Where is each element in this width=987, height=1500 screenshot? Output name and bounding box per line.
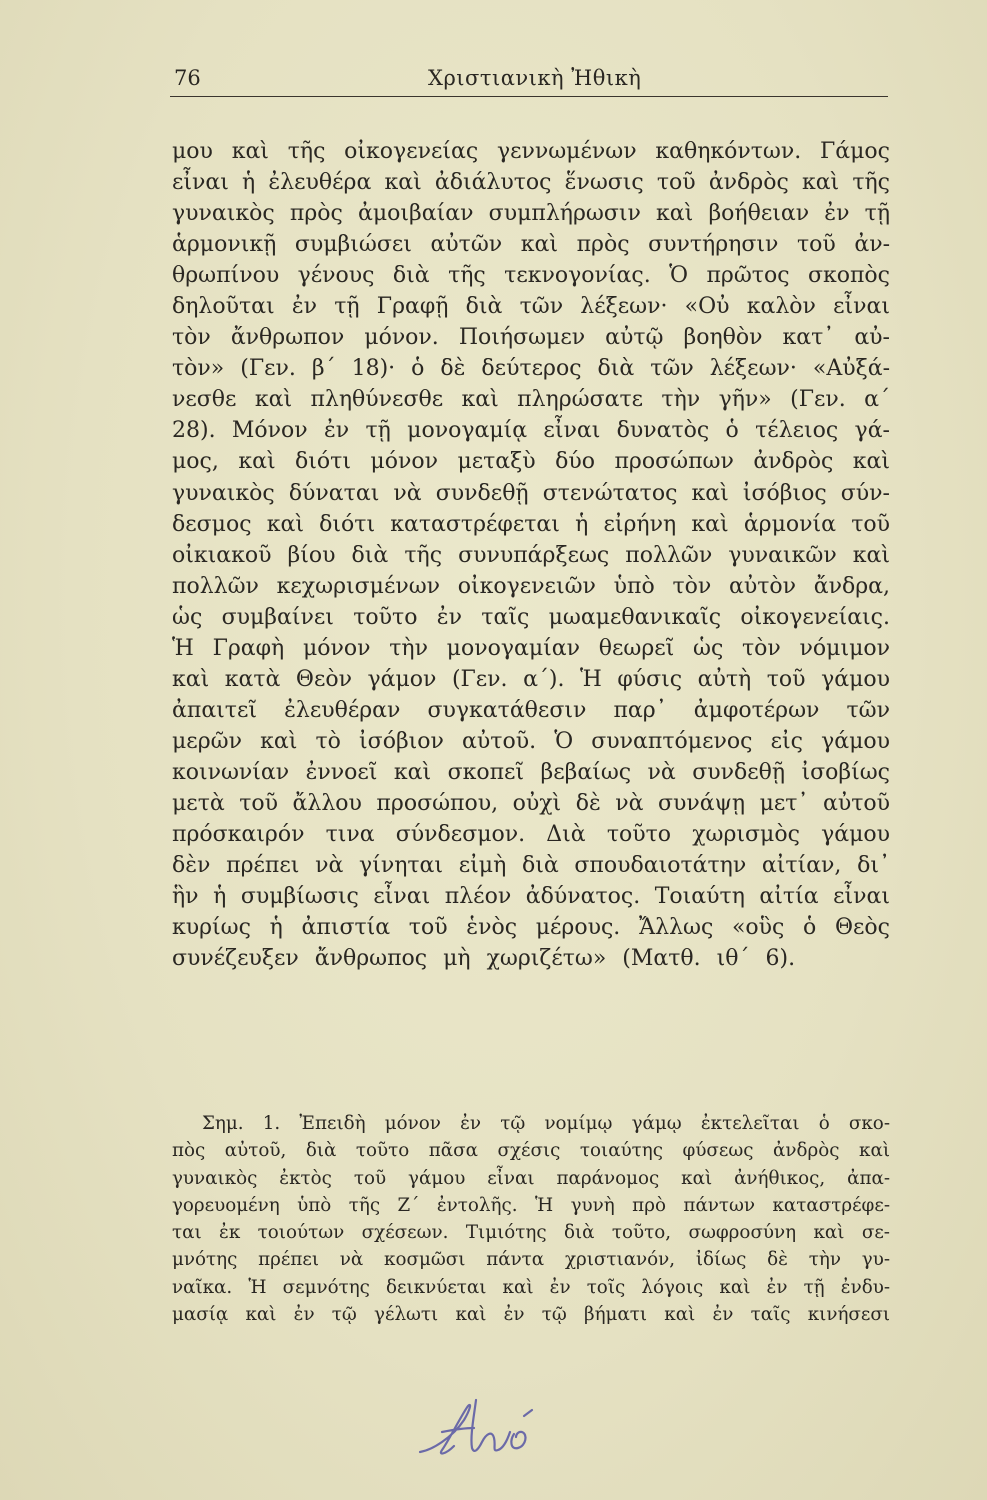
body-line: μος, καὶ διότι μόνον μεταξὺ δύο προσώπων ἀνδρὸς καὶ (172, 449, 890, 475)
body-line: πρόσκαιρόν τινα σύνδεσμον. Διὰ τοῦτο χωρισμὸς γάμου (172, 822, 890, 848)
body-line-last (172, 943, 890, 974)
footnote-line: πὸς αὐτοῦ, διὰ τοῦτο πᾶσα σχέσις τοιαύτης φύσεως ἀνδρὸς καὶ (172, 1140, 890, 1162)
footnote (172, 1110, 890, 1328)
body-line: γυναικὸς δύναται νὰ συνδεθῇ στενώτατος καὶ ἰσόβιος σύν- (172, 480, 890, 506)
body-line: οἰκιακοῦ βίου διὰ τῆς συνυπάρξεως πολλῶν γυναικῶν καὶ (172, 542, 890, 568)
body-line: θρωπίνου γένους διὰ τῆς τεκνογονίας. Ὁ πρῶτος σκοπὸς (172, 263, 890, 289)
body-line: μου καὶ τῆς οἰκογενείας γεννωμένων καθηκόντων. Γάμος (172, 139, 890, 164)
footnote-line: Σημ. 1. Ἐπειδὴ μόνον ἐν τῷ νομίμῳ γάμῳ ἐκτελεῖται ὁ σκο- (202, 1113, 890, 1134)
body-line: Ἡ Γραφὴ μόνον τὴν μονογαμίαν θεωρεῖ ὡς τὸν νόμιμον (172, 635, 890, 661)
footnote-line: μνότης πρέπει νὰ κοσμῶσι πάντα χριστιανόν, ἰδίως δὲ τὴν γυ- (172, 1249, 890, 1271)
footnote-line: ται ἐκ τοιούτων σχέσεων. Τιμιότης διὰ τοῦτο, σωφροσύνη καὶ σε- (172, 1222, 890, 1244)
footnote-line: γυναικὸς ἐκτὸς τοῦ γάμου εἶναι παράνομος καὶ ἀνήθικος, ἀπα- (172, 1167, 890, 1189)
body-line: κυρίως ἡ ἀπιστία τοῦ ἑνὸς μέρους. Ἄλλως «οὓς ὁ Θεὸς (172, 915, 890, 941)
body-line: δὲν πρέπει νὰ γίνηται εἰμὴ διὰ σπουδαιοτάτην αἰτίαν, δι᾽ (172, 853, 890, 879)
handwritten-signature (412, 1380, 552, 1470)
body-line: μετὰ τοῦ ἄλλου προσώπου, οὐχὶ δὲ νὰ συνάψῃ μετ᾽ αὐτοῦ (172, 790, 890, 816)
footnote-line: μασίᾳ καὶ ἐν τῷ γέλωτι καὶ ἐν τῷ βήματι καὶ ἐν ταῖς κινήσεσι (172, 1304, 890, 1326)
body-line: ὡς συμβαίνει τοῦτο ἐν ταῖς μωαμεθανικαῖς οἰκογενείαις. (172, 604, 890, 630)
body-line: εἶναι ἡ ἐλευθέρα καὶ ἀδιάλυτος ἕνωσις τοῦ ἀνδρὸς καὶ τῆς (172, 170, 890, 196)
body-line: 28). Μόνον ἐν τῇ μονογαμίᾳ εἶναι δυνατὸς ὁ τέλειος γά- (172, 418, 890, 444)
body-line: ἁρμονικῇ συμβιώσει αὐτῶν καὶ πρὸς συντήρησιν τοῦ ἀν- (172, 232, 890, 258)
body-line: ἀπαιτεῖ ἐλευθέραν συγκατάθεσιν παρ᾽ ἀμφοτέρων τῶν (172, 697, 890, 723)
body-line: νεσθε καὶ πληθύνεσθε καὶ πληρώσατε τὴν γῆν» (Γεν. α΄ (172, 387, 890, 413)
footnote-line: γορευομένη ὑπὸ τῆς Ζ΄ ἐντολῆς. Ἡ γυνὴ πρὸ πάντων καταστρέφε- (172, 1194, 890, 1216)
page-number: 76 (174, 66, 201, 90)
page-header (170, 62, 888, 97)
body-line: μερῶν καὶ τὸ ἰσόβιον αὐτοῦ. Ὁ συναπτόμενος εἰς γάμου (172, 728, 890, 754)
footnote-line: ναῖκα. Ἡ σεμνότης δεικνύεται καὶ ἐν τοῖς λόγοις καὶ ἐν τῇ ἐνδυ- (172, 1276, 890, 1298)
body-line: τὸν ἄνθρωπον μόνον. Ποιήσωμεν αὐτῷ βοηθὸν κατ᾽ αὐ- (172, 325, 890, 351)
body-line: κοινωνίαν ἐννοεῖ καὶ σκοπεῖ βεβαίως νὰ συνδεθῇ ἰσοβίως (172, 759, 890, 785)
body-text (172, 136, 890, 974)
body-line: γυναικὸς πρὸς ἀμοιβαίαν συμπλήρωσιν καὶ βοήθειαν ἐν τῇ (172, 201, 890, 227)
body-line: πολλῶν κεχωρισμένων οἰκογενειῶν ὑπὸ τὸν αὐτὸν ἄνδρα, (172, 573, 890, 599)
body-line-last-text: συνέζευξεν ἄνθρωπος μὴ χωριζέτω» (Ματθ. ιθ΄ 6). (172, 946, 796, 972)
body-line: δηλοῦται ἐν τῇ Γραφῇ διὰ τῶν λέξεων· «Οὐ καλὸν εἶναι (172, 294, 890, 320)
body-line: δεσμος καὶ διότι καταστρέφεται ἡ εἰρήνη καὶ ἁρμονία τοῦ (172, 511, 890, 537)
body-line: ἣν ἡ συμβίωσις εἶναι πλέον ἀδύνατος. Τοιαύτη αἰτία εἶναι (172, 884, 890, 910)
running-title: Χριστιανικὴ Ἠθικὴ (428, 66, 642, 90)
body-line: καὶ κατὰ Θεὸν γάμον (Γεν. α΄). Ἡ φύσις αὐτὴ τοῦ γάμου (172, 666, 890, 692)
body-line: τὸν» (Γεν. β΄ 18)· ὁ δὲ δεύτερος διὰ τῶν λέξεων· «Αὐξά- (172, 356, 890, 382)
